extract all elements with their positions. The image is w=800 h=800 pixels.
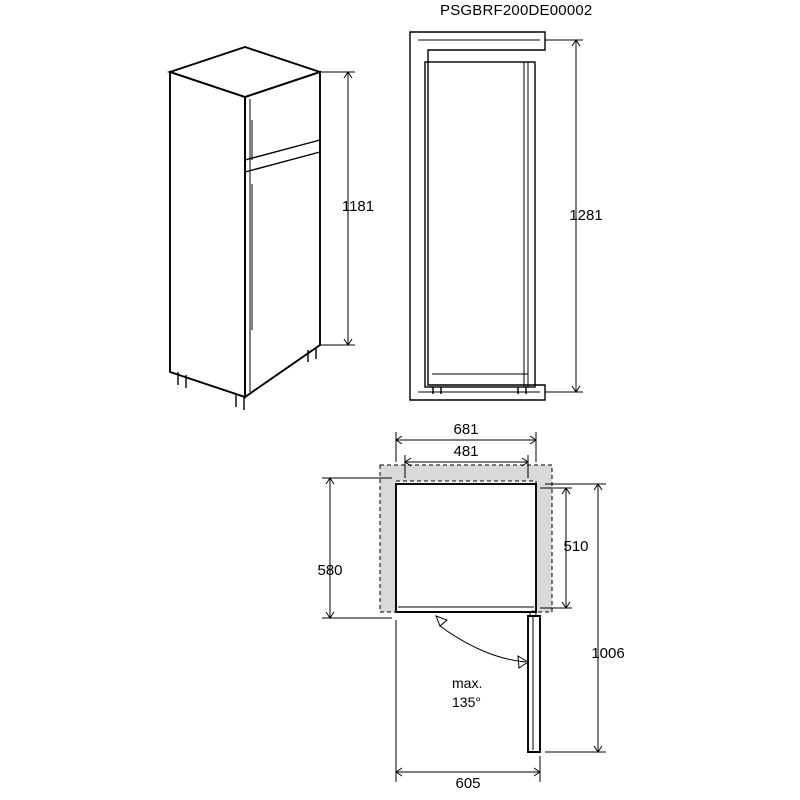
dim-niche-width: 580 xyxy=(317,562,343,579)
dim-overall-depth-open: 605 xyxy=(455,775,481,792)
dim-appliance-height: 1181 xyxy=(341,198,375,215)
max-angle-note xyxy=(452,674,482,712)
max-angle-note-line2: 135° xyxy=(452,693,481,710)
dim-door-swing-depth: 1006 xyxy=(591,645,625,662)
dim-depth-door-open: 681 xyxy=(453,421,479,438)
fridge-perspective-view xyxy=(170,47,355,410)
dim-body-depth: 481 xyxy=(453,443,479,460)
fridge-top-plan-view xyxy=(322,432,606,782)
document-code: PSGBRF200DE00002 xyxy=(440,2,593,19)
max-angle-note-line1: max. xyxy=(452,675,483,691)
dim-body-width: 510 xyxy=(563,538,589,555)
dim-niche-height: 1281 xyxy=(569,207,603,224)
